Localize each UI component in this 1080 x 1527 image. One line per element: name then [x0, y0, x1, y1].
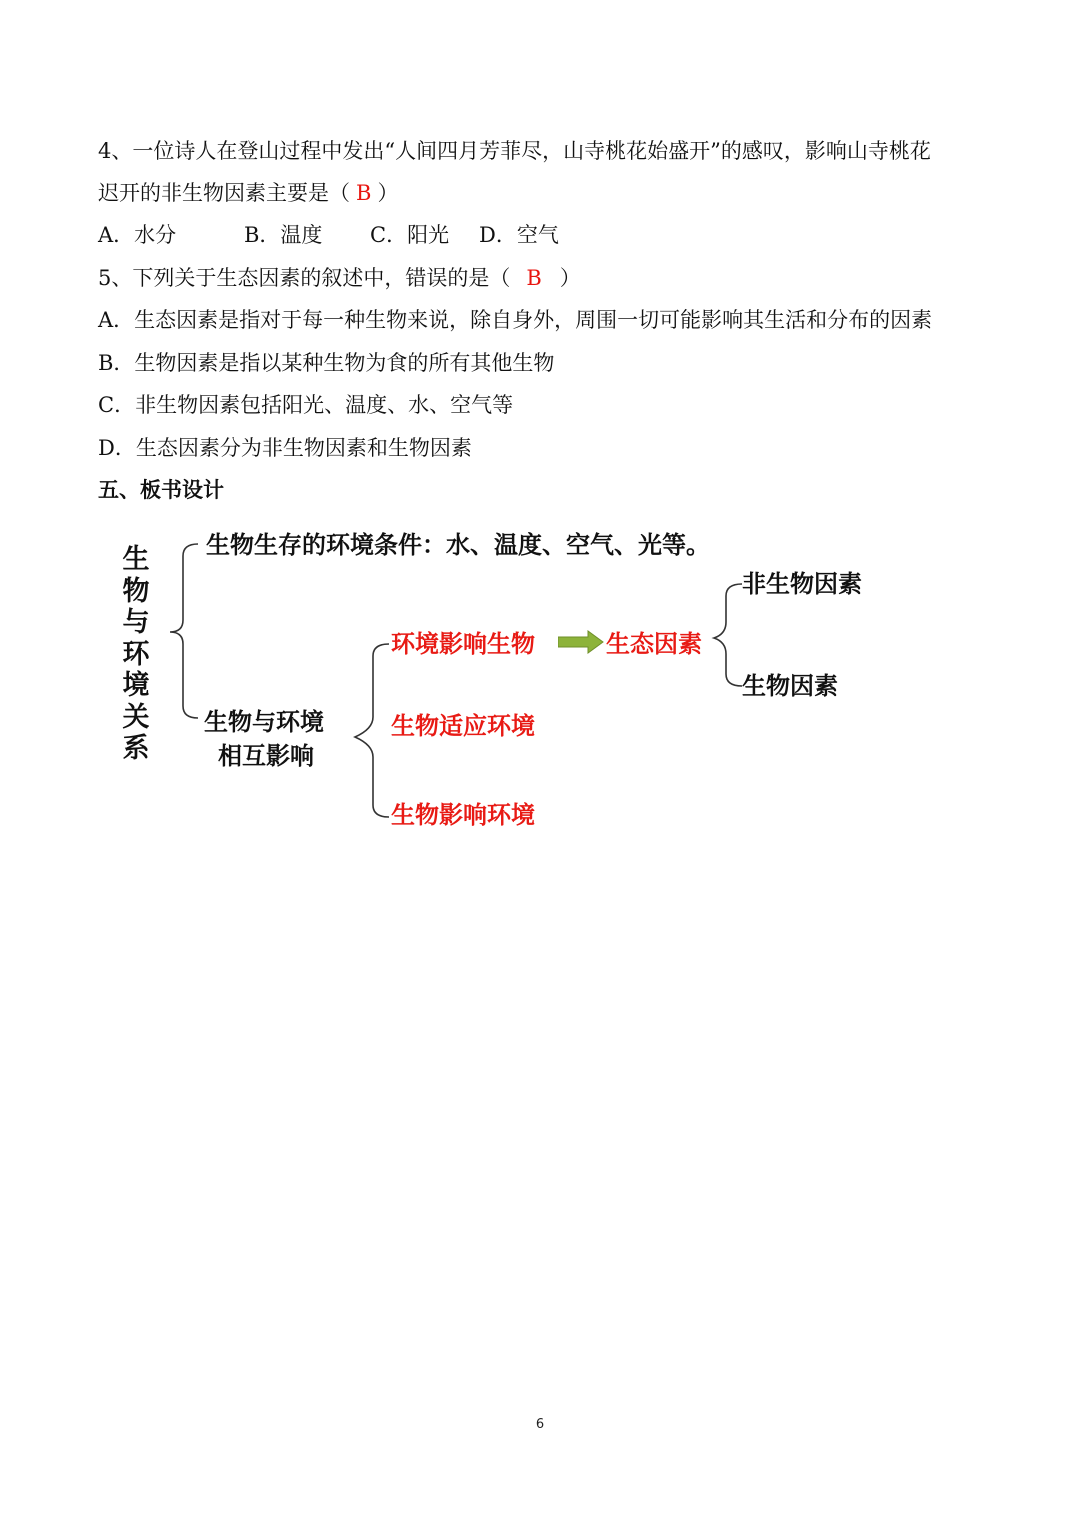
q5-stem-prefix: 5、下列关于生态因素的叙述中，错误的是（: [98, 266, 511, 290]
q4-stem-suffix: ）: [377, 181, 399, 205]
q4-option-c: C．阳光: [370, 223, 450, 247]
q5-option-b: B．生物因素是指以某种生物为食的所有其他生物: [98, 351, 555, 375]
q4-option-a: A．水分: [98, 223, 177, 247]
diagram-root-label: 生物与环境关系: [122, 544, 150, 764]
section-heading: 五、板书设计: [98, 477, 224, 502]
q4-option-d: D．空气: [479, 223, 559, 247]
branch-interaction-line2: 相互影响: [218, 742, 314, 770]
q5-stem-suffix: ）: [559, 266, 581, 290]
q4-stem-line1: 4、一位诗人在登山过程中发出“人间四月芳菲尽，山寺桃花始盛开”的感叹，影响山寺桃花: [98, 139, 931, 163]
q5-option-c: C．非生物因素包括阳光、温度、水、空气等: [98, 393, 514, 417]
node-biotic-factors: 生物因素: [742, 672, 838, 700]
q5-answer: B: [526, 266, 542, 290]
sub-environment-affects-organisms: 环境影响生物: [391, 630, 535, 658]
branch-interaction-line1: 生物与环境: [204, 708, 324, 736]
q5-option-a: A．生态因素是指对于每一种生物来说，除自身外，周围一切可能影响其生活和分布的因素: [98, 308, 933, 332]
branch-environment-conditions: 生物生存的环境条件：水、温度、空气、光等。: [206, 531, 710, 559]
node-abiotic-factors: 非生物因素: [742, 570, 862, 598]
sub-organisms-adapt: 生物适应环境: [391, 712, 535, 740]
page-number: 6: [535, 1417, 545, 1432]
arrow-right-icon: [558, 630, 604, 654]
q4-answer: B: [356, 181, 372, 205]
sub-organisms-affect-environment: 生物影响环境: [391, 801, 535, 829]
sub-ecological-factors: 生态因素: [606, 630, 702, 658]
q4-option-b: B．温度: [244, 223, 323, 247]
q5-option-d: D．生态因素分为非生物因素和生物因素: [98, 436, 472, 460]
q4-stem-prefix: 迟开的非生物因素主要是（: [98, 181, 350, 205]
